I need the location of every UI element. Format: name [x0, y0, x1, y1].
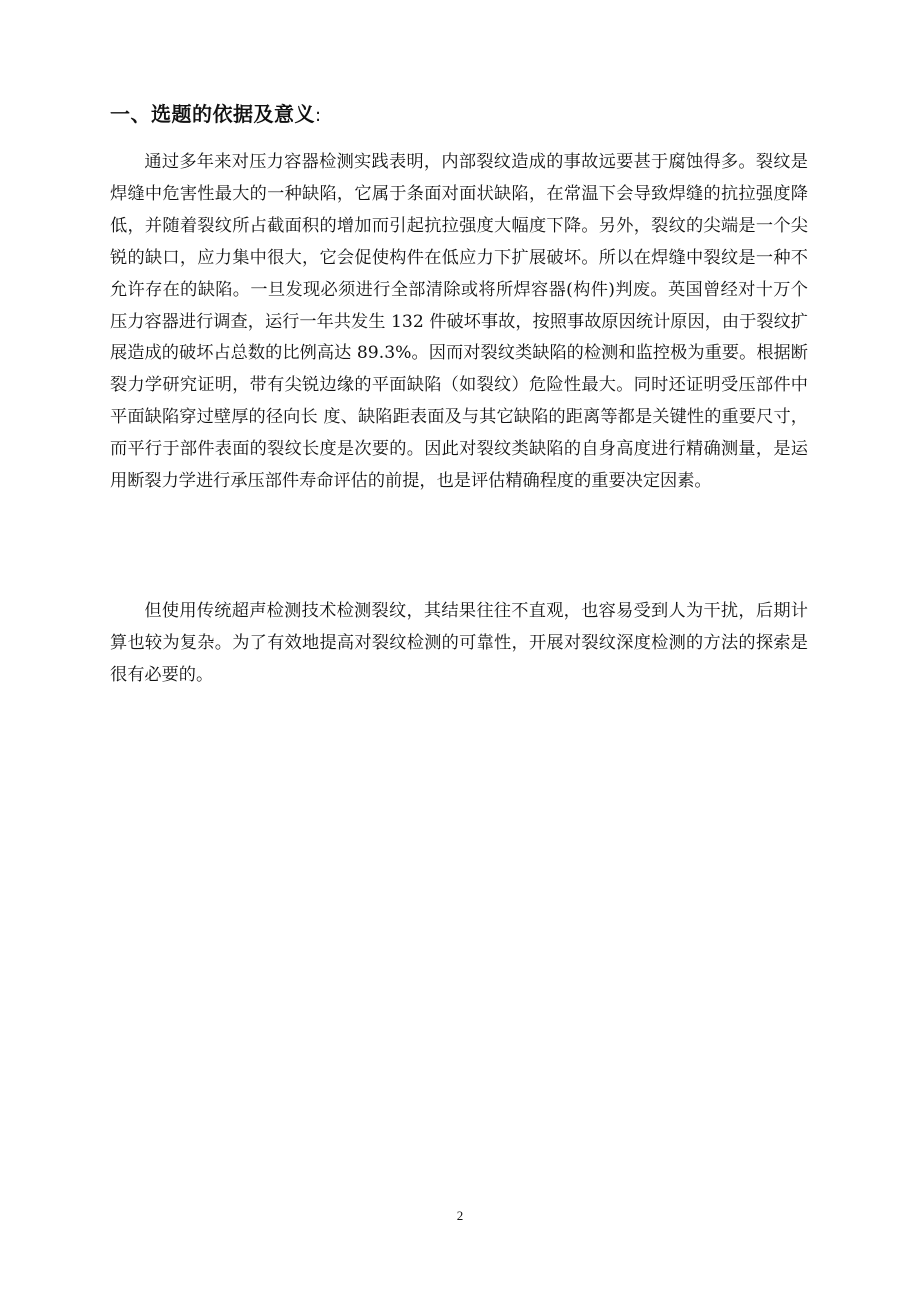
- section-heading-colon: :: [315, 105, 322, 126]
- body-paragraph-2: 但使用传统超声检测技术检测裂纹，其结果往往不直观，也容易受到人为干扰，后期计算也较为复杂。为了有效地提高对裂纹检测的可靠性，开展对裂纹深度检测的方法的探索是很有必要的。: [110, 601, 808, 685]
- page-number: 2: [456, 1208, 464, 1223]
- section-heading-text: 一、选题的依据及意义: [110, 102, 315, 126]
- section-heading: [110, 98, 322, 132]
- body-paragraph-1: 通过多年来对压力容器检测实践表明，内部裂纹造成的事故远要甚于腐蚀得多。裂纹是焊缝中危害性最大的一种缺陷，它属于条面对面状缺陷，在常温下会导致焊缝的抗拉强度降低，并随着裂纹所占截面积的增加而引起抗拉强度大幅度下降。另外，裂纹的尖端是一个尖锐的缺口，应力集中很大，它会促使构件在低应力下扩展破坏。所以在焊缝中裂纹是一种不允许存在的缺陷。一旦发现必须进行全部清除或将所焊容器(构件)判废。英国曾经对十万个压力容器进行调查，运行一年共发生 132 件破坏事故，按照事故原因统计原因，由于裂纹扩展造成的破坏占总数的比例高达 89.3%。因而对裂纹类缺陷的检测和监控极为重要。根据断裂力学研究证明，带有尖锐边缘的平面缺陷（如裂纹）危险性最大。同时还证明受压部件中平面缺陷穿过壁厚的径向长 度、缺陷距表面及与其它缺陷的距离等都是关键性的重要尺寸，而平行于部件表面的裂纹长度是次要的。因此对裂纹类缺陷的自身高度进行精确测量，是运用断裂力学进行承压部件寿命评估的前提，也是评估精确程度的重要决定因素。: [110, 152, 808, 492]
